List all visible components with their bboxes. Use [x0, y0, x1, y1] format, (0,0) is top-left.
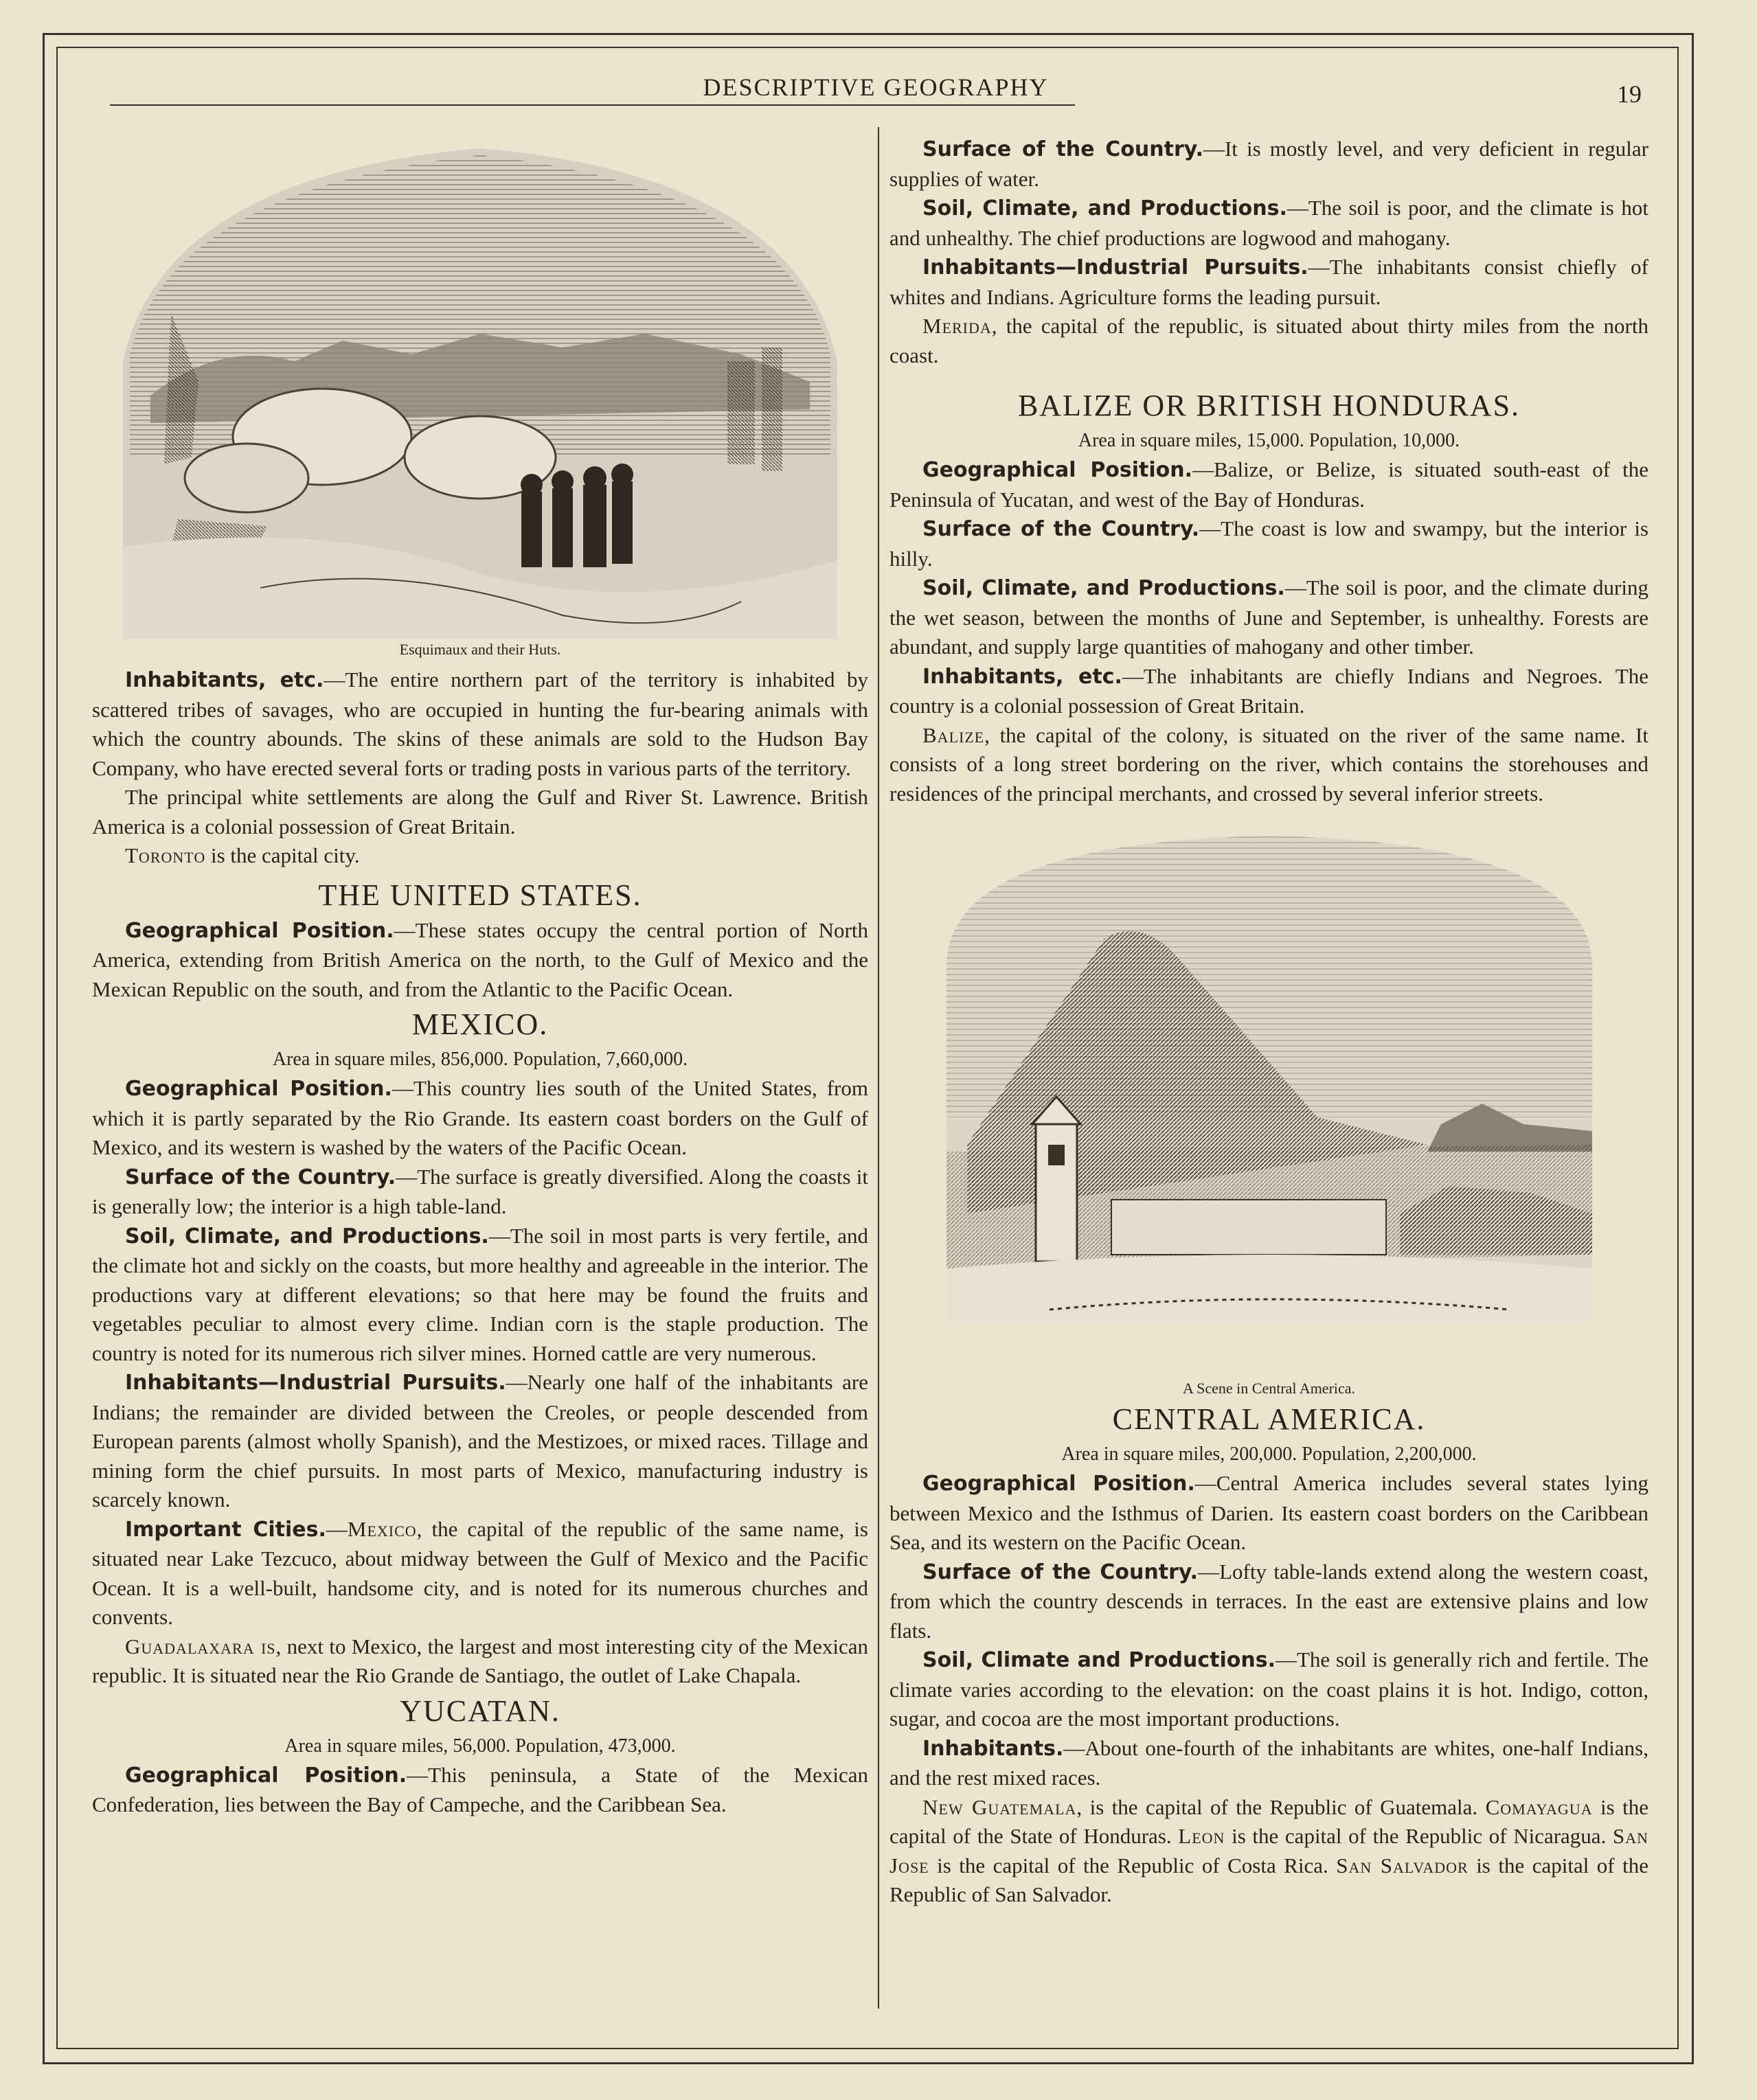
- guadalaxara-paragraph: Guadalaxara is, next to Mexico, the largest and most interesting city of the Mexican republic. It is situated near the Rio Grande de Santiago, the outlet of Lake Chapala.: [92, 1634, 868, 1687]
- settlements-paragraph: The principal white settlements are along the Gulf and River St. Lawrence. British America is a colonial possession of Great Britain.: [92, 785, 868, 838]
- inhabitants-heading: Inhabitants, etc.: [125, 668, 324, 692]
- central-america-title: CENTRAL AMERICA.: [1112, 1402, 1426, 1436]
- central-america-caption: A Scene in Central America.: [1182, 1380, 1356, 1397]
- balize-inhabitants-paragraph: Inhabitants, etc.—The inhabitants are chiefly Indians and Negroes. The country is a colonial possession of Great Britain.: [889, 663, 1648, 718]
- balize-surface-paragraph: Surface of the Country.—The coast is low and swampy, but the interior is hilly.: [889, 516, 1648, 571]
- yucatan-surface-paragraph: Surface of the Country.—It is mostly level, and very deficient in regular supplies of water.: [889, 137, 1648, 191]
- merida-paragraph: Merida, the capital of the republic, is situated about thirty miles from the north coast.: [889, 314, 1648, 367]
- us-geographical-paragraph: Geographical Position.—These states occupy the central portion of North America, extending from British America on the north, to the Gulf of Mexico and the Mexican Republic on the south, and from the Atlantic to the Pacific Ocean.: [92, 917, 868, 1001]
- mexico-cities-paragraph: Important Cities.—Mexico, the capital of the republic of the same name, is situated near Lake Tezcuco, about midway between the Gulf of Mexico and the Pacific Ocean. It is a well-built, handsome city, and is noted for its numerous churches and convents.: [92, 1516, 868, 1629]
- balize-title: BALIZE OR BRITISH HONDURAS.: [1017, 389, 1521, 422]
- yucatan-soil-paragraph: Soil, Climate, and Productions.—The soil is poor, and the climate is hot and unhealthy. The chief productions are logwood and mahogany.: [889, 196, 1648, 250]
- left-column: [92, 135, 868, 1820]
- ca-inhabitants-paragraph: Inhabitants.—About one-fourth of the inhabitants are whites, one-half Indians, and the rest mixed races.: [889, 1735, 1648, 1790]
- yucatan-title: YUCATAN.: [400, 1693, 560, 1728]
- balize-geographical-paragraph: Geographical Position.—Balize, or Belize, is situated south-east of the Peninsula of Yucatan, and west of the Bay of Honduras.: [889, 457, 1648, 512]
- mexico-surface-paragraph: Surface of the Country.—The surface is greatly diversified. Along the coasts it is generally low; the interior is a high table-land.: [92, 1164, 868, 1218]
- balize-soil-paragraph: Soil, Climate, and Productions.—The soil is poor, and the climate during the wet season, between the months of June and September, is unhealthy. Forests are abundant, and supply large quantities of mahogany and other timber.: [889, 575, 1648, 659]
- inhabitants-paragraph: Inhabitants, etc.—The entire northern part of the territory is inhabited by scattered tribes of savages, who are occupied in hunting the fur-bearing animals with which the country abounds. The skins of these animals are sold to the Hudson Bay Company, who have erected several forts or trading posts in various parts of the territory.: [92, 667, 868, 780]
- ca-capitals-paragraph: New Guatemala, is the capital of the Republic of Guatemala. Comayagua is the capital of the State of Honduras. Leon is the capital of the Republic of Nicaragua. San Jose is the capital of the Republic of Costa Rica. San Salvador is the capital of the Republic of San Salvador.: [889, 1794, 1648, 1906]
- ca-surface-paragraph: Surface of the Country.—Lofty table-lands extend along the western coast, from which the country descends in terraces. In the east are extensive plains and low flats.: [889, 1559, 1648, 1643]
- toronto-paragraph: Toronto is the capital city.: [125, 843, 360, 867]
- right-column: [889, 135, 1648, 1910]
- header-rule: [110, 104, 1075, 106]
- yucatan-geographical-paragraph: Geographical Position.—This peninsula, a State of the Mexican Confederation, lies between the Bay of Campeche, and the Caribbean Sea.: [92, 1762, 868, 1816]
- mexico-title: MEXICO.: [411, 1007, 549, 1041]
- united-states-title: THE UNITED STATES.: [318, 878, 642, 912]
- page-number: 19: [1617, 80, 1642, 108]
- running-head: [110, 73, 1642, 114]
- central-america-illustration: [946, 829, 1592, 1399]
- column-divider: [878, 127, 879, 2009]
- balize-area-line: Area in square miles, 15,000. Population, 10,000.: [1078, 430, 1460, 451]
- esquimaux-engraving: [123, 135, 837, 639]
- esquimaux-caption: Esquimaux and their Huts.: [399, 641, 561, 658]
- ca-geographical-paragraph: Geographical Position.—Central America includes several states lying between Mexico and the Isthmus of Darien. Its eastern coast borders on the Caribbean Sea, and its western on the Pacific Ocean.: [889, 1471, 1648, 1554]
- central-america-engraving: [946, 829, 1592, 1378]
- mexico-area-line: Area in square miles, 856,000. Population, 7,660,000.: [272, 1049, 688, 1070]
- mexico-geographical-paragraph: Geographical Position.—This country lies south of the United States, from which it is partly separated by the Rio Grande. Its eastern coast borders on the Gulf of Mexico, and its western is washed by the waters of the Pacific Ocean.: [92, 1076, 868, 1159]
- yucatan-inhabitants-paragraph: Inhabitants—Industrial Pursuits.—The inhabitants consist chiefly of whites and Indians. Agriculture forms the leading pursuit.: [889, 255, 1648, 309]
- mexico-inhabitants-paragraph: Inhabitants—Industrial Pursuits.—Nearly one half of the inhabitants are Indians; the remainder are divided between the Creoles, or people descended from European parents (almost wholly Spanish), and the Mestizoes, or mixed races. Tillage and mining form the chief pursuits. In most parts of Mexico, manufacturing industry is scarcely known.: [92, 1370, 868, 1511]
- central-america-area-line: Area in square miles, 200,000. Population, 2,200,000.: [1061, 1443, 1477, 1465]
- mexico-soil-paragraph: Soil, Climate, and Productions.—The soil in most parts is very fertile, and the climate hot and sickly on the coasts, but more healthy and agreeable in the interior. The productions vary at different elevations; so that here may be found the fruits and vegetables peculiar to almost every clime. Indian corn is the staple production. The country is noted for its numerous rich silver mines. Horned cattle are very numerous.: [92, 1223, 868, 1365]
- yucatan-area-line: Area in square miles, 56,000. Population, 473,000.: [284, 1735, 676, 1757]
- running-title: DESCRIPTIVE GEOGRAPHY: [703, 73, 1049, 101]
- ca-soil-paragraph: Soil, Climate and Productions.—The soil is generally rich and fertile. The climate varies according to the elevation: on the coast plains it is hot. Indigo, cotton, sugar, and cocoa are the most important productions.: [889, 1647, 1648, 1731]
- esquimaux-illustration: [123, 135, 837, 660]
- balize-capital-paragraph: Balize, the capital of the colony, is situated on the river of the same name. It consists of a long street bordering on the river, which contains the storehouses and residences of the principal merchants, and crossed by several inferior streets.: [889, 722, 1648, 806]
